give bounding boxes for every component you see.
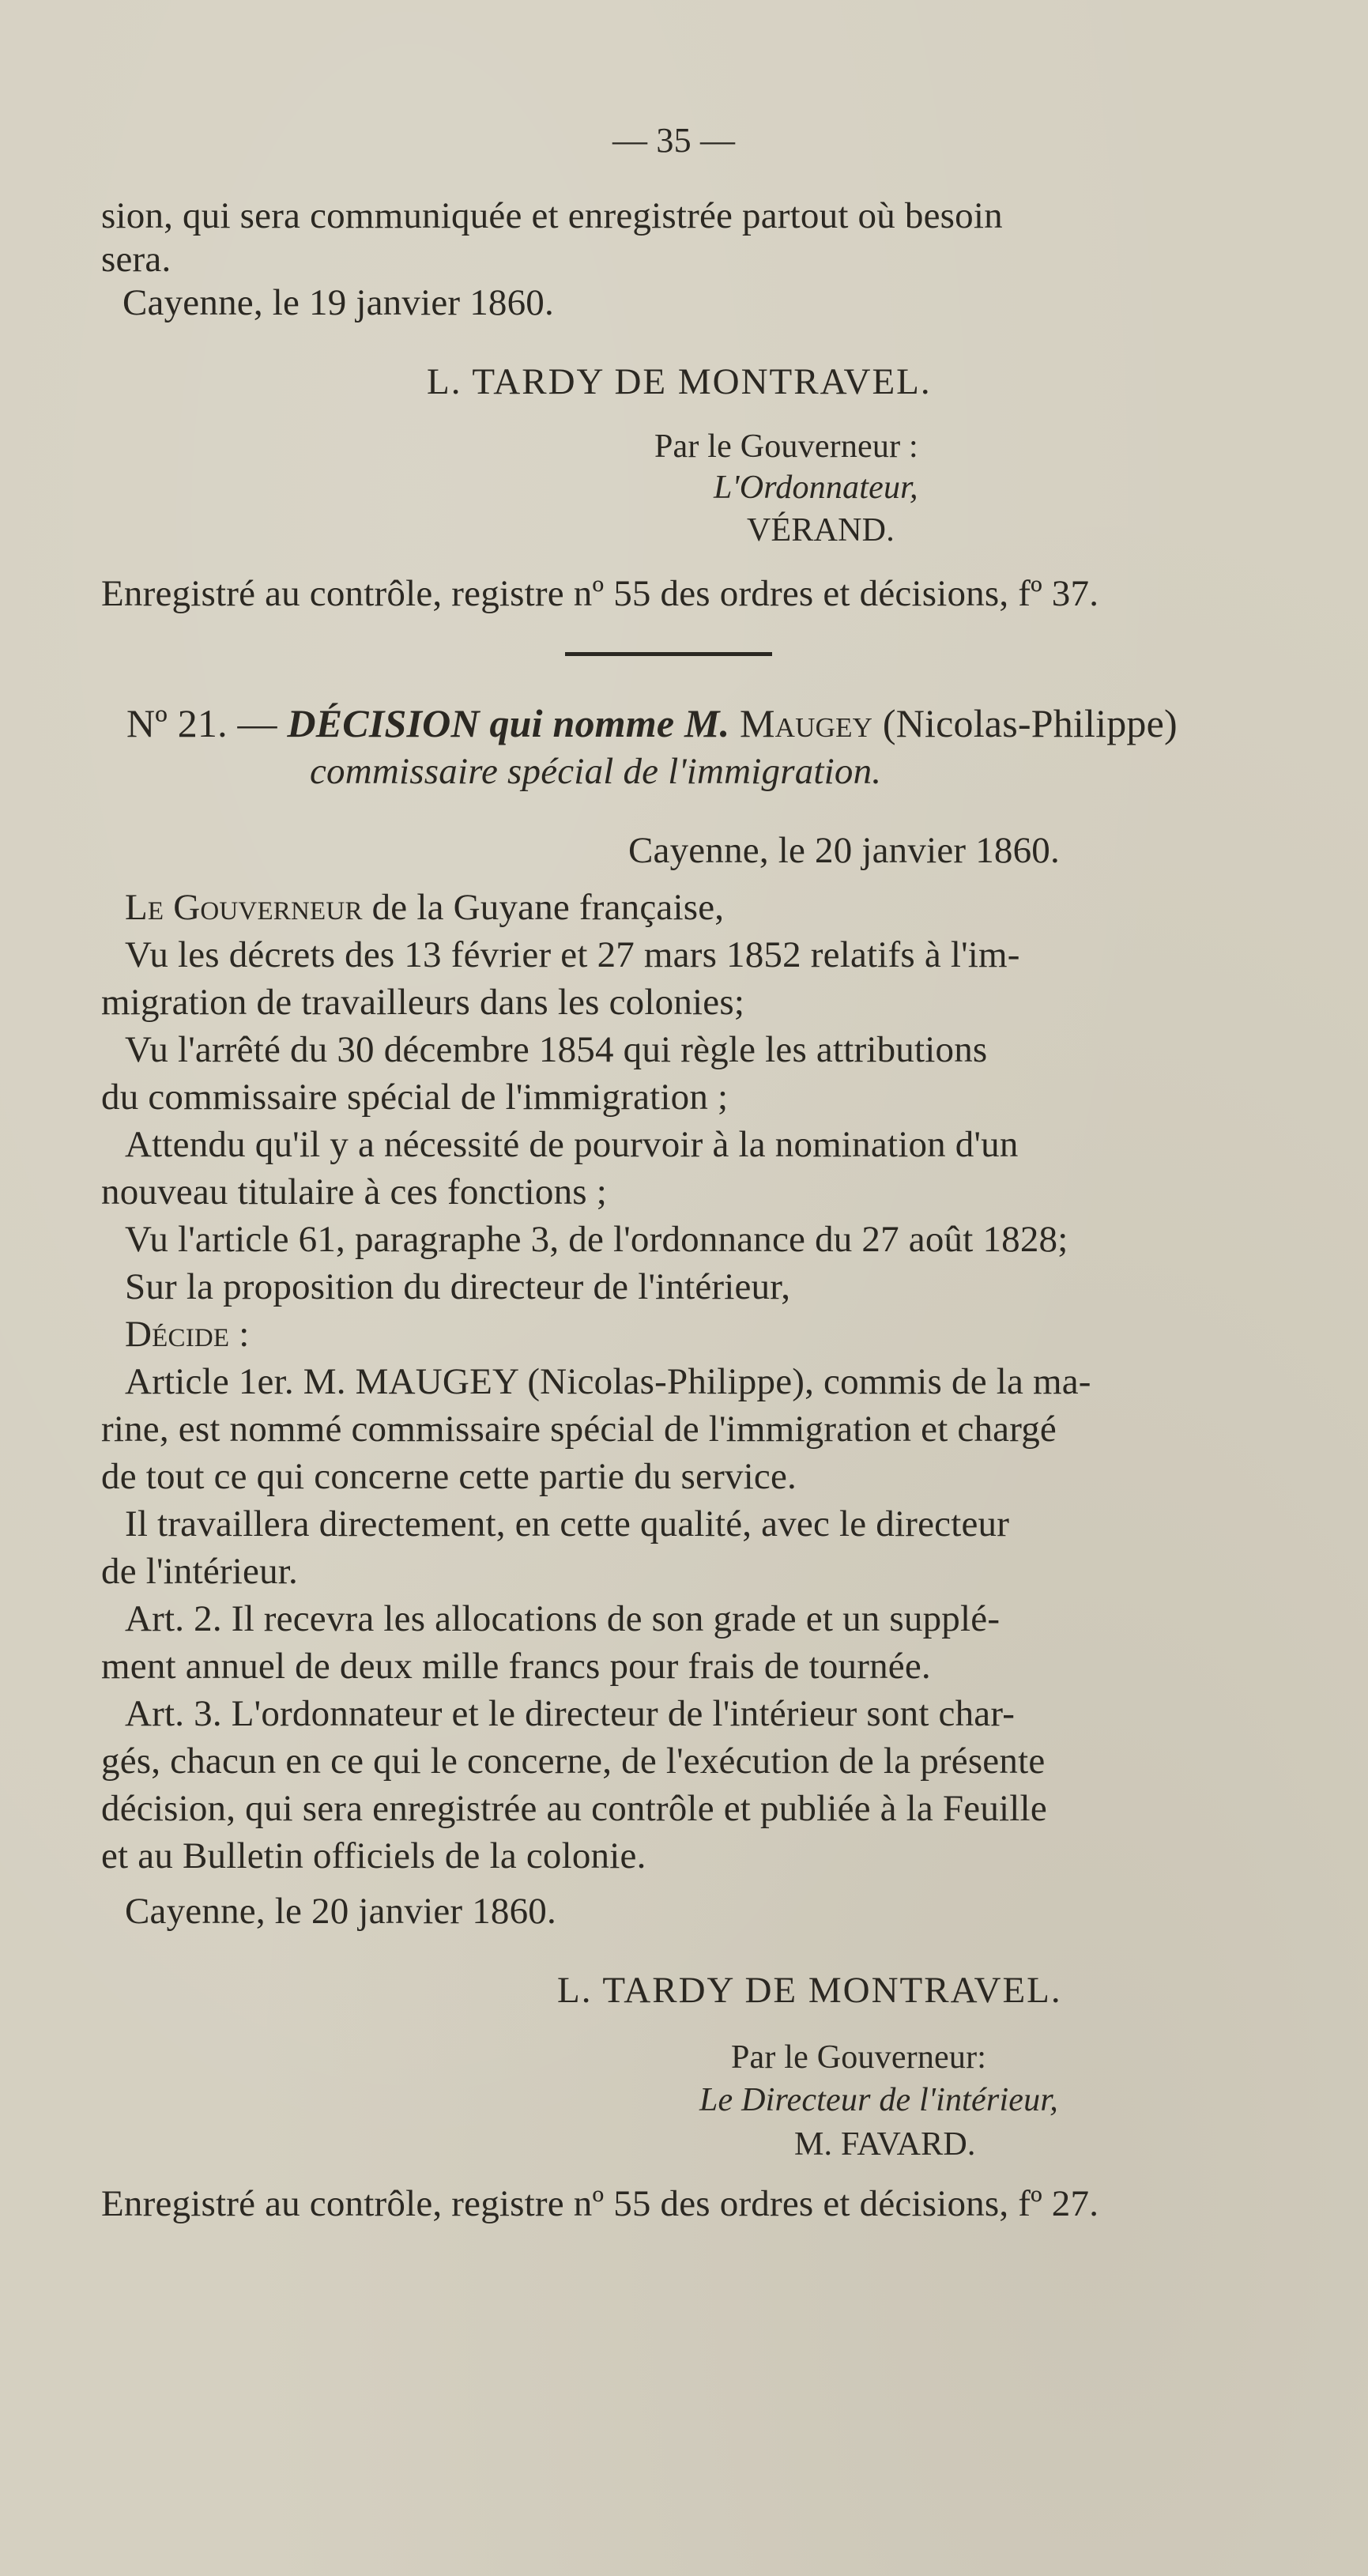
closing-place-date: Cayenne, le 20 janvier 1860. <box>125 1891 556 1932</box>
body-line: Décide : <box>125 1314 250 1355</box>
closing-registration-note: Enregistré au contrôle, registre nº 55 des ordres et décisions, fº 27. <box>101 2183 1099 2224</box>
body-line: ment annuel de deux mille francs pour frais de tournée. <box>101 1646 931 1687</box>
body-line: du commissaire spécial de l'immigration ; <box>101 1077 729 1118</box>
body-line: nouveau titulaire à ces fonctions ; <box>101 1171 607 1213</box>
decision-title-line-2: commissaire spécial de l'immigration. <box>310 751 882 792</box>
page-number: — 35 — <box>612 121 736 160</box>
body-line: Art. 2. Il recevra les allocations de son grade et un supplé- <box>125 1598 1001 1639</box>
body-line: et au Bulletin officiels de la colonie. <box>101 1835 646 1876</box>
decision-heading <box>126 701 1178 745</box>
countersign-name: VÉRAND. <box>747 512 895 549</box>
place-date: Cayenne, le 19 janvier 1860. <box>122 282 554 323</box>
decision-place-date: Cayenne, le 20 janvier 1860. <box>628 830 1060 871</box>
body-line: Le Gouverneur de la Guyane française, <box>125 887 725 928</box>
decision-title: DÉCISION qui nomme M. <box>287 701 730 745</box>
registration-note: Enregistré au contrôle, registre nº 55 des ordres et décisions, fº 37. <box>101 573 1099 614</box>
body-line: Vu l'arrêté du 30 décembre 1854 qui règle les attributions <box>125 1029 988 1070</box>
body-line: Attendu qu'il y a nécessité de pourvoir à la nomination d'un <box>125 1124 1019 1165</box>
body-line: Sur la proposition du directeur de l'intérieur, <box>125 1266 791 1307</box>
decision-title-name: Maugey <box>740 701 873 745</box>
body-line: Vu l'article 61, paragraphe 3, de l'ordonnance du 27 août 1828; <box>125 1219 1068 1260</box>
section-divider <box>565 652 772 656</box>
continuation-line-2: sera. <box>101 239 171 280</box>
body-line: Il travaillera directement, en cette qualité, avec le directeur <box>125 1503 1010 1544</box>
body-line: Art. 3. L'ordonnateur et le directeur de l'intérieur sont char- <box>125 1693 1016 1734</box>
closing-countersign-name: M. FAVARD. <box>794 2126 976 2163</box>
closing-signatory-role: Le Directeur de l'intérieur, <box>699 2082 1058 2118</box>
body-line: migration de travailleurs dans les colonies; <box>101 982 745 1023</box>
body-line: rine, est nommé commissaire spécial de l'immigration et chargé <box>101 1409 1057 1450</box>
body-line: gés, chacun en ce qui le concerne, de l'exécution de la présente <box>101 1741 1046 1782</box>
by-governor: Par le Gouverneur : <box>654 428 918 465</box>
decision-title-given-names: (Nicolas-Philippe) <box>882 701 1178 745</box>
body-line: de tout ce qui concerne cette partie du service. <box>101 1456 797 1497</box>
body-line: Vu les décrets des 13 février et 27 mars 1852 relatifs à l'im- <box>125 934 1020 975</box>
signatory-name: L. TARDY DE MONTRAVEL. <box>427 361 932 402</box>
closing-signatory-name: L. TARDY DE MONTRAVEL. <box>557 1970 1062 2011</box>
continuation-line-1: sion, qui sera communiquée et enregistrée partout où besoin <box>101 195 1003 236</box>
body-line: décision, qui sera enregistrée au contrôle et publiée à la Feuille <box>101 1788 1047 1829</box>
body-line: de l'intérieur. <box>101 1551 298 1592</box>
signatory-role: L'Ordonnateur, <box>714 470 918 506</box>
body-line: Article 1er. M. MAUGEY (Nicolas-Philippe), commis de la ma- <box>125 1361 1091 1402</box>
closing-by-governor: Par le Gouverneur: <box>731 2039 987 2076</box>
decision-number: Nº 21. — <box>126 701 277 745</box>
